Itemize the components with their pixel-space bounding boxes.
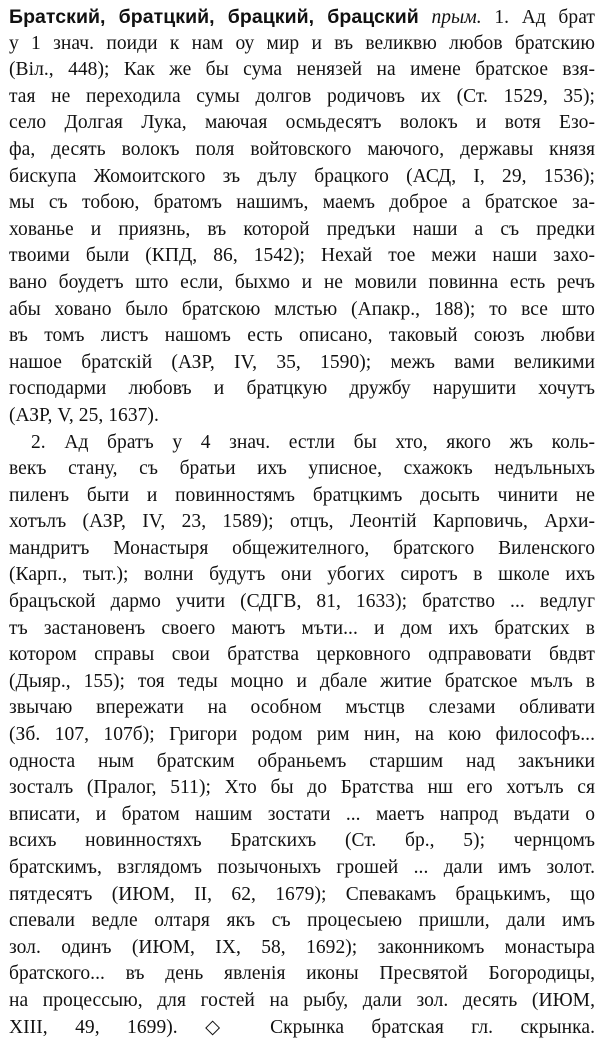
text-line: у 1 знач. поиди к нам оу мир и въ великвю любов братскию [9,31,595,58]
text-line: хотълъ (АЗР, IV, 23, 1589); отцъ, Леонтій Карповичь, Архи- [9,509,595,536]
text-line: на процессыю, для гостей на рыбу, дали зол. десять (ИЮМ, [9,988,595,1015]
text-line: котором справы свои братства церковного одправовати бвдвт [9,642,595,669]
part-of-speech: прым. [431,7,481,28]
text-line: брацъской дармо учити (СДГВ, 81, 1633); братство ... ведлуг [9,589,595,616]
text-line: тъ застановенъ своего маютъ мъти... и дом ихъ братских в [9,616,595,643]
text-line: село Долгая Лука, маючая осмьдесятъ волокъ и вотя Езо- [9,110,595,137]
text-line: звычаю впережати на особном мъстцв слезами обливати [9,695,595,722]
text-line: нашое братскій (АЗР, IV, 35, 1590); межъ вами великими [9,350,595,377]
text-line: твоими были (КПД, 86, 1542); Нехай тое межи наши захо- [9,243,595,270]
text-line: фа, десять волокъ поля войтовского маючого, державы князя [9,137,595,164]
sense-1-start: 1. Ад брат [494,7,595,28]
text-line: пятдесятъ (ИЮМ, II, 62, 1679); Спевакамъ брацькимъ, що [9,882,595,909]
text-line: векъ стану, съ братьи ихъ уписное, схажокъ недъльныхъ [9,456,595,483]
text-line: мы съ тобою, братомъ нашимъ, маемъ доброе а братское за- [9,190,595,217]
text-line: (Карп., тыт.); волни будутъ они убогих сиротъ в школе ихъ [9,562,595,589]
paragraph-1 [9,31,595,430]
text-line: пиленъ быти и повинностямъ братцкимъ досыть чинити не [9,483,595,510]
text-line: зол. одинъ (ИЮМ, IX, 58, 1692); законникомъ монастыра [9,935,595,962]
text-line: односта ным братским обраньемъ старшим над закъники [9,749,595,776]
text-line: мандритъ Монастыря общежителного, братского Виленского [9,536,595,563]
text-line: XIII, 49, 1699). ◇ Скрынка братская гл. скрынка. [9,1015,595,1041]
text-line: всихъ новинностяхъ Братскихъ (Ст. бр., 5); чернцомъ [9,828,595,855]
text-line: хованье и приязнь, въ которой предъки наши а съ предки [9,217,595,244]
text-line: вписати, и братом нашим зостати ... маетъ напрод въдати о [9,802,595,829]
text-line: абы ховано было братскою млстью (Апакр., 188); то все што [9,297,595,324]
text-line: господарми любовъ и братцкую дружбу нарушити хочутъ [9,376,595,403]
text-line: братского... въ день явленія иконы Пресвятой Богородицы, [9,961,595,988]
entry-head-line [9,4,595,31]
text-line: братскимъ, взглядомъ позычоныхъ грошей ... дали имъ золот. [9,855,595,882]
text-line: 2. Ад братъ у 4 знач. естли бы хто, якого жъ коль- [9,430,595,457]
entry-headword: Братский, братцкий, брацкий, брацский [9,6,419,28]
text-line: (Зб. 107, 107б); Григори родом рим нин, на кою философъ... [9,722,595,749]
text-line: тая не переходила сумы долгов родичовъ их (Ст. 1529, 35); [9,84,595,111]
paragraph-2 [9,430,595,1041]
text-line: бискупа Жомоитского зъ дълу брацкого (АСД, І, 29, 1536); [9,164,595,191]
text-line: въ томъ листъ нашомъ есть описано, таковый союзъ любви [9,323,595,350]
text-line: (Дыяр., 155); тоя теды моцно и дбале житие братское мълъ в [9,669,595,696]
text-line: (Віл., 448); Как же бы сума ненязей на имене братское взя- [9,57,595,84]
text-line: зосталъ (Пралог, 511); Хто бы до Братства нш его хотълъ ся [9,775,595,802]
text-line: спевали ведле олтаря якъ съ процесыею пришли, дали имъ [9,908,595,935]
text-line: (АЗР, V, 25, 1637). [9,403,595,430]
text-line: вано боудетъ што если, быхмо и не мовили повинна есть речъ [9,270,595,297]
